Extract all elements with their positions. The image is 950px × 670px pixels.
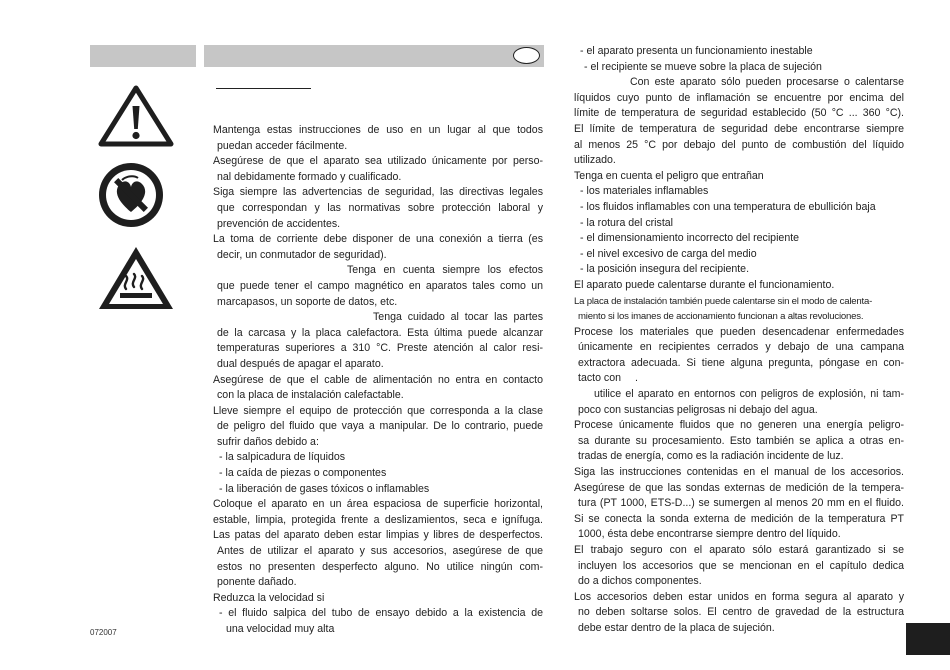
text-line: temperaturas superiores a 310 °C. Preste atención al calor resi-	[217, 342, 543, 355]
text-line: El aparato puede calentarse durante el funcionamiento.	[574, 278, 835, 291]
text-line: con la placa de instalación calefactable.	[217, 389, 404, 402]
text-line: poco con sustancias peligrosas ni debajo del agua.	[578, 403, 818, 416]
text-line: - la salpicadura de líquidos	[219, 451, 346, 464]
safety-text-left	[213, 123, 543, 638]
text-line: que correspondan y las normativas sobre protección laboral y	[217, 201, 543, 214]
text-line: El trabajo seguro con el aparato sólo estará garantizado si se	[574, 544, 904, 556]
text-line: decir, un conmutador de seguridad).	[217, 248, 387, 261]
text-line: 1000, ésta debe encontrarse siempre dentro del líquido.	[578, 528, 841, 541]
text-line: - el dimensionamiento incorrecto del recipiente	[580, 232, 800, 245]
text-line: Lleve siempre el equipo de protección que corresponda a la clase	[213, 404, 543, 417]
warning-triangle-icon	[98, 84, 174, 148]
safety-text-right	[574, 44, 904, 637]
text-line: Tenga en cuenta siempre los efectos	[347, 264, 543, 277]
text-line: Tenga cuidado al tocar las partes	[373, 311, 543, 324]
text-line: Con este aparato sólo pueden procesarse o calentarse	[630, 76, 904, 89]
text-line: dual después de apagar el aparato.	[217, 357, 384, 370]
text-line: La placa de instalación también puede calentarse sin el modo de calenta-	[574, 295, 873, 307]
text-line: La toma de corriente debe disponer de una conexión a tierra (es	[213, 233, 543, 246]
text-line: - la rotura del cristal	[580, 216, 674, 229]
text-line: estable, limpia, protegida frente a deslizamientos, seca e ignífuga.	[213, 513, 543, 526]
text-line: Mantenga estas instrucciones de uso en un lugar al que todos	[213, 124, 543, 136]
text-line: Procese los materiales que pueden desencadenar enfermedades	[574, 325, 904, 338]
text-line: utilice el aparato en entornos con peligros de explosión, ni tam-	[594, 388, 904, 401]
text-line: estos no presenten desperfecto alguno. No utilice ningún com-	[217, 560, 543, 573]
text-line: marcapasos, un soporte de datos, etc.	[217, 295, 398, 308]
text-line: - el recipiente se mueve sobre la placa de sujeción	[584, 60, 822, 73]
text-line: Siga siempre las advertencias de seguridad, las directivas legales	[213, 186, 543, 199]
no-pacemaker-icon	[98, 162, 164, 228]
document-code: 072007	[90, 628, 117, 637]
text-line: líquidos cuyo punto de inflamación se encuentre por encima del	[574, 91, 904, 104]
text-line: - el nivel excesivo de carga del medio	[580, 247, 757, 260]
text-line: nal debidamente formado y cualificado.	[217, 170, 402, 183]
text-line: extractora adecuada. Si tiene alguna pregunta, póngase en con-	[578, 356, 904, 369]
text-line: tura (PT 1000, ETS-D...) se sumergen al menos 20 mm en el fluido.	[578, 497, 904, 510]
text-line: debe estar dentro de la placa de sujeción.	[578, 621, 775, 634]
text-line: sa durante su procesamiento. Esto también se aplica a otras en-	[578, 434, 904, 447]
text-line: miento si los imanes de accionamiento funcionan a altas revoluciones.	[578, 311, 864, 323]
text-line: no deben soltarse solos. El centro de gravedad de la estructura	[578, 606, 904, 619]
text-line: - la liberación de gases tóxicos o inflamables	[219, 482, 430, 495]
text-line: Los accesorios deben estar unidos en forma segura al aparato y	[574, 590, 904, 603]
text-line: una velocidad muy alta	[226, 623, 335, 635]
text-line: sufrir daños debido a:	[217, 435, 319, 448]
text-line: al menos 25 °C por debajo del punto de combustión del líquido	[574, 138, 904, 151]
period-text: .	[635, 372, 638, 385]
text-line: - el fluido salpica del tubo de ensayo debido a la existencia de	[219, 607, 543, 620]
text-line: - el aparato presenta un funcionamiento inestable	[580, 45, 813, 57]
text-line: de peligro del fluido que vaya a manipular. De lo contrario, puede	[217, 420, 543, 433]
text-line: puedan acceder fácilmente.	[217, 139, 348, 152]
text-line: Asegúrese de que las sondas externas de medición de la tempera-	[574, 481, 904, 494]
text-line: ponente dañado.	[217, 576, 297, 589]
contact-text: tacto con	[578, 372, 621, 385]
section-title-underline	[216, 88, 311, 89]
text-line	[574, 371, 904, 387]
text-line: - la posición insegura del recipiente.	[580, 263, 750, 276]
text-line: utilizado.	[574, 154, 616, 167]
section-header-bar-left	[90, 45, 196, 67]
text-line: únicamente en recipientes cerrados y debajo de una campana	[578, 341, 904, 354]
language-badge	[513, 47, 540, 64]
text-line: Procese únicamente fluidos que no generen una energía peligro-	[574, 419, 904, 432]
text-line: Si se conecta la sonda externa de medición de la temperatura PT	[574, 512, 904, 525]
text-line: Asegúrese de que el aparato sea utilizado únicamente por perso-	[213, 155, 543, 168]
text-line: El límite de temperatura de seguridad debe encontrarse siempre	[574, 122, 904, 135]
text-line: - los fluidos inflamables con una temperatura de ebullición baja	[580, 200, 876, 213]
text-line: que puede tener el campo magnético en aparatos tales como un	[217, 279, 543, 292]
page-tab-marker	[906, 623, 950, 655]
text-line: do a dichos componentes.	[578, 575, 702, 588]
text-line: Antes de utilizar el aparato y sus accesorios, asegúrese de que	[217, 545, 543, 558]
text-line: Siga las instrucciones contenidas en el manual de los accesorios.	[574, 466, 904, 479]
text-line: tradas de energía, como es la radiación incidente de luz.	[578, 450, 844, 463]
text-line: prevención de accidentes.	[217, 217, 341, 230]
text-line: Tenga en cuenta el peligro que entrañan	[574, 169, 764, 182]
text-line: límite de temperatura de seguridad establecido (50 °C ... 360 °C).	[574, 107, 904, 120]
text-line: incluyen los accesorios que se mencionan en el capítulo dedica	[578, 559, 904, 572]
text-line: Asegúrese de que el cable de alimentación no entra en contacto	[213, 373, 543, 386]
text-line: - la caída de piezas o componentes	[219, 467, 387, 480]
text-line: Las patas del aparato deben estar limpias y libres de desperfectos.	[213, 529, 543, 542]
text-line: Reduzca la velocidad si	[213, 591, 325, 604]
section-header-bar	[204, 45, 544, 67]
text-line: de la carcasa y la placa calefactora. Esta última puede alcanzar	[217, 326, 543, 339]
text-line: - los materiales inflamables	[580, 185, 709, 198]
hot-surface-icon	[96, 243, 176, 313]
text-line: Coloque el aparato en un área espaciosa de superficie horizontal,	[213, 498, 543, 511]
